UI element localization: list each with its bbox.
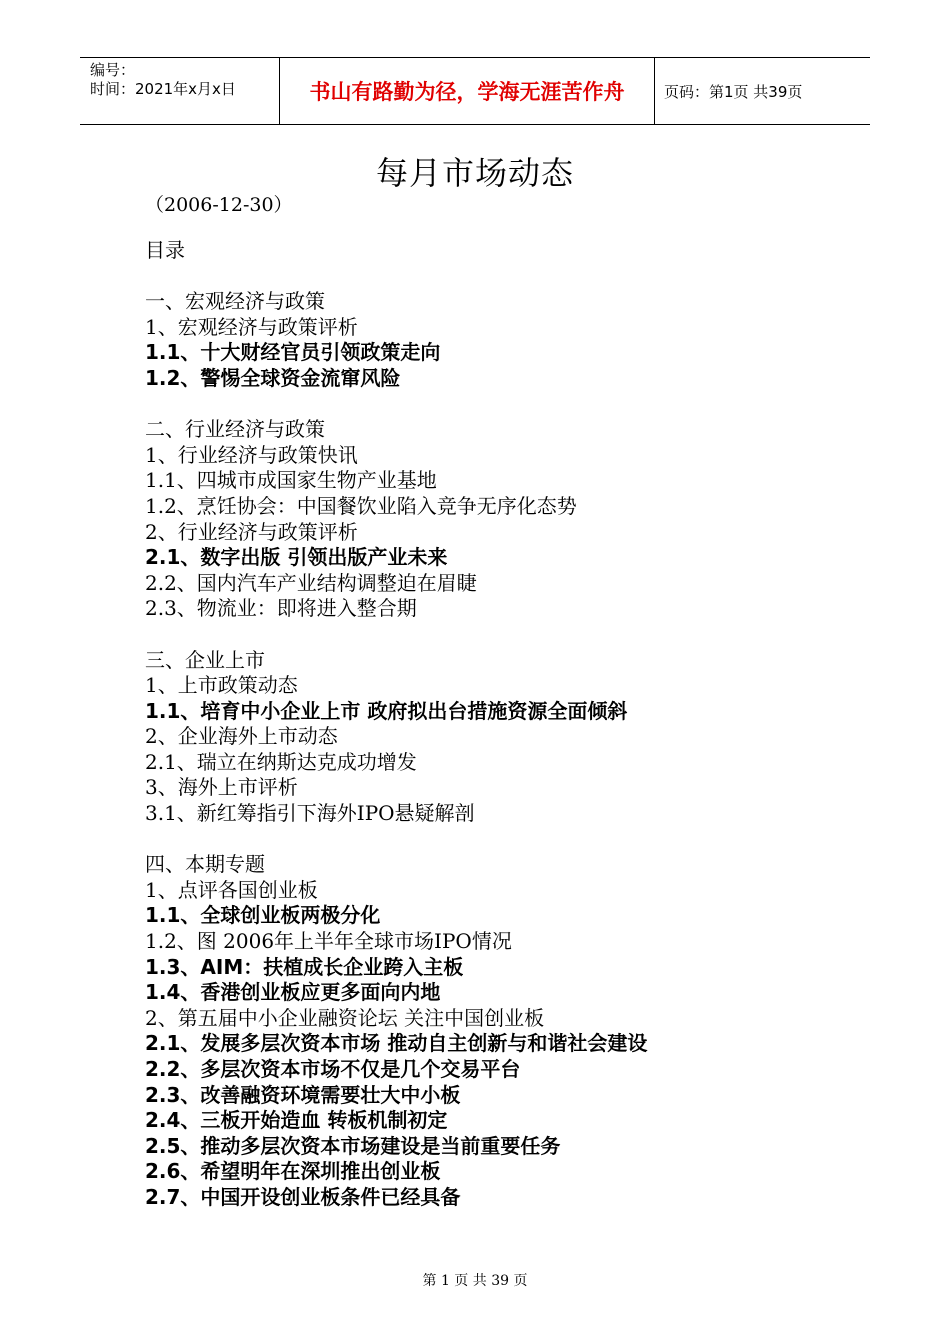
table-of-contents <box>145 238 845 1211</box>
time-label: 时间：2021年x月x日 <box>90 80 236 98</box>
toc-item: 1.3、AIM：扶植成长企业跨入主板 <box>145 954 464 979</box>
toc-item: 1、行业经济与政策快讯 <box>145 442 358 467</box>
toc-item: 2.2、国内汽车产业结构调整迫在眉睫 <box>145 570 477 595</box>
toc-item: 1、点评各国创业板 <box>145 877 318 902</box>
toc-item: 2.4、三板开始造血 转板机制初定 <box>145 1108 448 1133</box>
toc-item: 2.3、物流业：即将进入整合期 <box>145 596 417 621</box>
document-date: （2006-12-30） <box>145 194 293 216</box>
toc-item: 2、第五届中小企业融资论坛 关注中国创业板 <box>145 1005 545 1030</box>
toc-item: 3.1、新红筹指引下海外IPO悬疑解剖 <box>145 801 475 826</box>
toc-item: 1.1、培育中小企业上市 政府拟出台措施资源全面倾斜 <box>145 698 628 723</box>
document-title: 每月市场动态 <box>375 154 574 192</box>
toc-item: 1.1、十大财经官员引领政策走向 <box>145 340 441 365</box>
toc-item: 1.1、全球创业板两极分化 <box>145 903 381 928</box>
header-motto: 书山有路勤为径，学海无涯苦作舟 <box>280 58 655 124</box>
toc-item: 3、海外上市评析 <box>145 775 298 800</box>
page-header <box>80 57 870 125</box>
header-page-info: 页码：第1页 共39页 <box>664 82 803 101</box>
toc-item: 一、宏观经济与政策 <box>145 289 325 314</box>
toc-item: 2.1、发展多层次资本市场 推动自主创新与和谐社会建设 <box>145 1031 648 1056</box>
toc-spacer <box>145 264 845 290</box>
toc-item: 1.1、四城市成国家生物产业基地 <box>145 468 437 493</box>
header-meta <box>80 58 280 124</box>
toc-item: 四、本期专题 <box>145 852 265 877</box>
toc-spacer <box>145 622 845 648</box>
toc-item: 2.7、中国开设创业板条件已经具备 <box>145 1184 461 1209</box>
toc-item: 1、上市政策动态 <box>145 673 298 698</box>
toc-item: 2、行业经济与政策评析 <box>145 519 358 544</box>
toc-item: 三、企业上市 <box>145 647 265 672</box>
toc-item: 1.2、烹饪协会：中国餐饮业陷入竞争无序化态势 <box>145 493 577 518</box>
serial-label: 编号： <box>90 61 136 79</box>
toc-item: 2.1、瑞立在纳斯达克成功增发 <box>145 749 417 774</box>
toc-item: 二、行业经济与政策 <box>145 417 325 442</box>
toc-item: 1、宏观经济与政策评析 <box>145 314 358 339</box>
toc-item: 1.2、警惕全球资金流窜风险 <box>145 365 401 390</box>
toc-spacer <box>145 392 845 418</box>
toc-item: 2.2、多层次资本市场不仅是几个交易平台 <box>145 1057 521 1081</box>
page-footer: 第 1 页 共 39 页 <box>422 1273 528 1289</box>
toc-item: 1.2、图 2006年上半年全球市场IPO情况 <box>145 929 512 954</box>
toc-item: 1.4、香港创业板应更多面向内地 <box>145 980 441 1005</box>
toc-spacer <box>145 827 845 853</box>
toc-item: 2、企业海外上市动态 <box>145 724 338 749</box>
toc-heading: 目录 <box>145 238 185 262</box>
toc-item: 2.6、希望明年在深圳推出创业板 <box>145 1159 441 1184</box>
toc-item: 2.3、改善融资环境需要壮大中小板 <box>145 1082 461 1107</box>
toc-item: 2.5、推动多层次资本市场建设是当前重要任务 <box>145 1133 561 1158</box>
toc-item: 2.1、数字出版 引领出版产业未来 <box>145 545 448 570</box>
